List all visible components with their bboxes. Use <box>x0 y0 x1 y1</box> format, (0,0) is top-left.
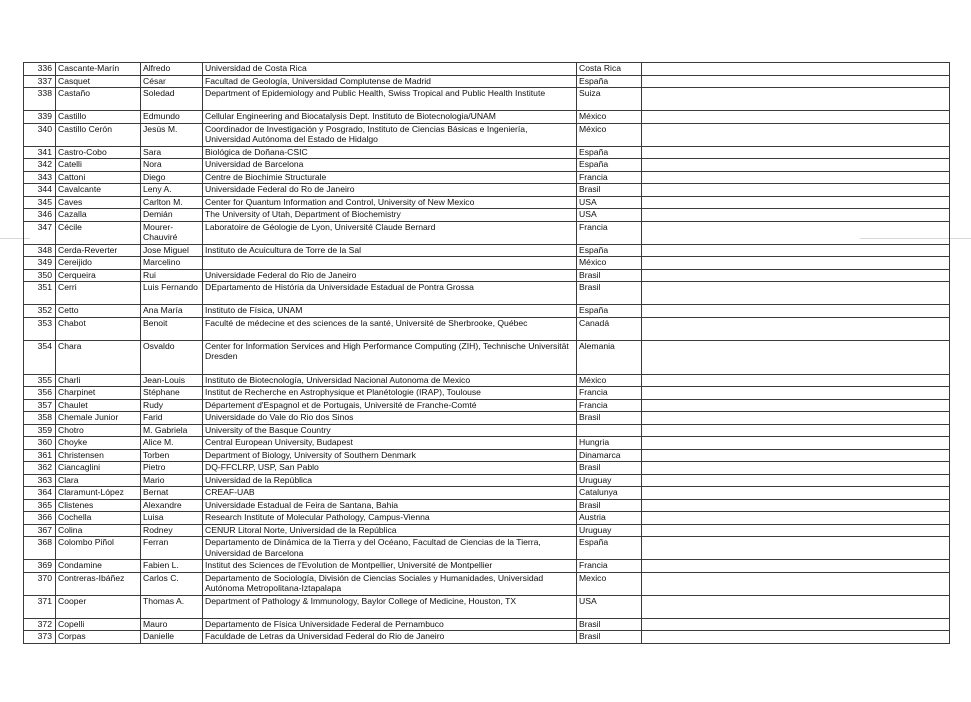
empty-cell <box>642 537 950 560</box>
institution-cell: Center for Quantum Information and Control, University of New Mexico <box>203 196 577 209</box>
first-name-cell: Thomas A. <box>141 595 203 618</box>
empty-cell <box>642 244 950 257</box>
row-number: 366 <box>24 512 56 525</box>
row-number: 356 <box>24 387 56 400</box>
surname-cell: Copelli <box>56 618 141 631</box>
table-row <box>24 340 950 374</box>
row-number: 362 <box>24 462 56 475</box>
first-name-cell: Luisa <box>141 512 203 525</box>
institution-cell: Centre de Biochimie Structurale <box>203 171 577 184</box>
table-row <box>24 221 950 244</box>
row-number: 336 <box>24 63 56 76</box>
country-cell: Francia <box>577 221 642 244</box>
institution-cell: Department of Biology, University of Southern Denmark <box>203 449 577 462</box>
country-cell: Brasil <box>577 499 642 512</box>
first-name-cell: Diego <box>141 171 203 184</box>
first-name-cell: Farid <box>141 412 203 425</box>
country-cell: Francia <box>577 387 642 400</box>
empty-cell <box>642 374 950 387</box>
first-name-cell: Carlos C. <box>141 572 203 595</box>
institution-cell: Département d'Espagnol et de Portugais, Université de Franche-Comté <box>203 399 577 412</box>
first-name-cell: Alice M. <box>141 437 203 450</box>
surname-cell: Catelli <box>56 159 141 172</box>
institution-cell: Universidade do Vale do Rio dos Sinos <box>203 412 577 425</box>
institution-cell: Department of Epidemiology and Public Health, Swiss Tropical and Public Health Institute <box>203 88 577 111</box>
table-row <box>24 474 950 487</box>
surname-cell: Castillo Cerón <box>56 123 141 146</box>
institution-cell: Research Institute of Molecular Pathology, Campus-Vienna <box>203 512 577 525</box>
first-name-cell: Soledad <box>141 88 203 111</box>
first-name-cell: Jesús M. <box>141 123 203 146</box>
country-cell: Suiza <box>577 88 642 111</box>
table-row <box>24 512 950 525</box>
institution-cell: Facultad de Geología, Universidad Complutense de Madrid <box>203 75 577 88</box>
institution-cell: Faculdade de Letras da Universidad Federal do Rio de Janeiro <box>203 631 577 644</box>
country-cell: Brasil <box>577 412 642 425</box>
row-number: 365 <box>24 499 56 512</box>
table-row <box>24 282 950 305</box>
country-cell: Mexico <box>577 572 642 595</box>
row-number: 345 <box>24 196 56 209</box>
country-cell: Costa Rica <box>577 63 642 76</box>
empty-cell <box>642 146 950 159</box>
surname-cell: Chara <box>56 340 141 374</box>
row-number: 360 <box>24 437 56 450</box>
table-row <box>24 111 950 124</box>
empty-cell <box>642 340 950 374</box>
table-row <box>24 146 950 159</box>
table-row <box>24 631 950 644</box>
empty-cell <box>642 512 950 525</box>
empty-cell <box>642 499 950 512</box>
country-cell: Brasil <box>577 184 642 197</box>
empty-cell <box>642 387 950 400</box>
empty-cell <box>642 631 950 644</box>
empty-cell <box>642 221 950 244</box>
empty-cell <box>642 184 950 197</box>
table-row <box>24 437 950 450</box>
institution-cell: Laboratoire de Géologie de Lyon, Université Claude Bernard <box>203 221 577 244</box>
empty-cell <box>642 424 950 437</box>
row-number: 352 <box>24 305 56 318</box>
row-number: 350 <box>24 269 56 282</box>
country-cell: Brasil <box>577 462 642 475</box>
row-number: 342 <box>24 159 56 172</box>
row-number: 367 <box>24 524 56 537</box>
row-number: 368 <box>24 537 56 560</box>
row-number: 337 <box>24 75 56 88</box>
country-cell: Dinamarca <box>577 449 642 462</box>
first-name-cell: M. Gabriela <box>141 424 203 437</box>
first-name-cell: Mourer-Chauviré <box>141 221 203 244</box>
table-row <box>24 317 950 340</box>
table-row <box>24 123 950 146</box>
country-cell: México <box>577 123 642 146</box>
table-row <box>24 305 950 318</box>
country-cell: Francia <box>577 171 642 184</box>
country-cell: Brasil <box>577 618 642 631</box>
country-cell: España <box>577 75 642 88</box>
empty-cell <box>642 209 950 222</box>
surname-cell: Caves <box>56 196 141 209</box>
row-number: 369 <box>24 560 56 573</box>
row-number: 343 <box>24 171 56 184</box>
country-cell: Francia <box>577 399 642 412</box>
first-name-cell: Benoit <box>141 317 203 340</box>
table-row <box>24 244 950 257</box>
empty-cell <box>642 399 950 412</box>
first-name-cell: Alfredo <box>141 63 203 76</box>
row-number: 364 <box>24 487 56 500</box>
institution-cell: CENUR Litoral Norte, Universidad de la República <box>203 524 577 537</box>
surname-cell: Castro-Cobo <box>56 146 141 159</box>
surname-cell: Cereijido <box>56 257 141 270</box>
institution-cell: Universidad de Barcelona <box>203 159 577 172</box>
country-cell: Brasil <box>577 631 642 644</box>
country-cell: USA <box>577 595 642 618</box>
table-row <box>24 618 950 631</box>
surname-cell: Choyke <box>56 437 141 450</box>
institution-cell: University of the Basque Country <box>203 424 577 437</box>
institution-cell <box>203 257 577 270</box>
country-cell: Brasil <box>577 282 642 305</box>
first-name-cell: Luis Fernando <box>141 282 203 305</box>
surname-cell: Castillo <box>56 111 141 124</box>
surname-cell: Cooper <box>56 595 141 618</box>
empty-cell <box>642 437 950 450</box>
first-name-cell: Ana María <box>141 305 203 318</box>
surname-cell: Castaño <box>56 88 141 111</box>
row-number: 347 <box>24 221 56 244</box>
empty-cell <box>642 595 950 618</box>
row-number: 344 <box>24 184 56 197</box>
table-row <box>24 257 950 270</box>
institution-cell: Universidad de Costa Rica <box>203 63 577 76</box>
first-name-cell: César <box>141 75 203 88</box>
surname-cell: Cécile <box>56 221 141 244</box>
table-row <box>24 184 950 197</box>
country-cell: México <box>577 111 642 124</box>
first-name-cell: Sara <box>141 146 203 159</box>
surname-cell: Chemale Junior <box>56 412 141 425</box>
row-number: 355 <box>24 374 56 387</box>
surname-cell: Chotro <box>56 424 141 437</box>
surname-cell: Colombo Piñol <box>56 537 141 560</box>
institution-cell: Departamento de Sociología, División de Ciencias Sociales y Humanidades, Universidad Autónoma Metropolitana-Iztapalapa <box>203 572 577 595</box>
empty-cell <box>642 462 950 475</box>
country-cell: México <box>577 374 642 387</box>
table-row <box>24 487 950 500</box>
country-cell: USA <box>577 196 642 209</box>
row-number: 349 <box>24 257 56 270</box>
table-row <box>24 572 950 595</box>
country-cell: Uruguay <box>577 474 642 487</box>
participants-table <box>23 62 950 644</box>
country-cell: Canadá <box>577 317 642 340</box>
table-row <box>24 524 950 537</box>
table-row <box>24 449 950 462</box>
first-name-cell: Leny A. <box>141 184 203 197</box>
row-number: 354 <box>24 340 56 374</box>
empty-cell <box>642 257 950 270</box>
first-name-cell: Demián <box>141 209 203 222</box>
table-body <box>24 63 950 644</box>
institution-cell: Coordinador de Investigación y Posgrado, Instituto de Ciencias Básicas e Ingeniería, Universidad Autónoma del Estado de Hidalgo <box>203 123 577 146</box>
country-cell: España <box>577 537 642 560</box>
empty-cell <box>642 412 950 425</box>
country-cell: España <box>577 244 642 257</box>
table-row <box>24 63 950 76</box>
institution-cell: Departamento de Física Universidade Federal de Pernambuco <box>203 618 577 631</box>
institution-cell: DEpartamento de História da Universidade Estadual de Pontra Grossa <box>203 282 577 305</box>
institution-cell: Institut de Recherche en Astrophysique et Planétologie (IRAP), Toulouse <box>203 387 577 400</box>
country-cell: Brasil <box>577 269 642 282</box>
surname-cell: Cerqueira <box>56 269 141 282</box>
row-number: 341 <box>24 146 56 159</box>
institution-cell: Universidade Estadual de Feira de Santana, Bahia <box>203 499 577 512</box>
row-number: 340 <box>24 123 56 146</box>
table-row <box>24 560 950 573</box>
institution-cell: Departamento de Dinámica de la Tierra y del Océano, Facultad de Ciencias de la Tierra, Universidad de Barcelona <box>203 537 577 560</box>
institution-cell: Cellular Engineering and Biocatalysis Dept. Instituto de Biotecnologia/UNAM <box>203 111 577 124</box>
surname-cell: Cerri <box>56 282 141 305</box>
institution-cell: Universidad de la República <box>203 474 577 487</box>
institution-cell: CREAF-UAB <box>203 487 577 500</box>
surname-cell: Cattoni <box>56 171 141 184</box>
first-name-cell: Bernat <box>141 487 203 500</box>
table-row <box>24 269 950 282</box>
institution-cell: Faculté de médecine et des sciences de la santé, Université de Sherbrooke, Québec <box>203 317 577 340</box>
institution-cell: Institut des Sciences de l'Evolution de Montpellier, Université de Montpellier <box>203 560 577 573</box>
empty-cell <box>642 487 950 500</box>
first-name-cell: Pietro <box>141 462 203 475</box>
row-number: 372 <box>24 618 56 631</box>
institution-cell: Central European University, Budapest <box>203 437 577 450</box>
surname-cell: Cazalla <box>56 209 141 222</box>
surname-cell: Casquet <box>56 75 141 88</box>
table-row <box>24 171 950 184</box>
first-name-cell: Marcelino <box>141 257 203 270</box>
surname-cell: Corpas <box>56 631 141 644</box>
row-number: 361 <box>24 449 56 462</box>
row-number: 359 <box>24 424 56 437</box>
surname-cell: Charli <box>56 374 141 387</box>
row-number: 351 <box>24 282 56 305</box>
table-row <box>24 412 950 425</box>
surname-cell: Condamine <box>56 560 141 573</box>
empty-cell <box>642 474 950 487</box>
empty-cell <box>642 618 950 631</box>
institution-cell: Department of Pathology & Immunology, Baylor College of Medicine, Houston, TX <box>203 595 577 618</box>
country-cell: México <box>577 257 642 270</box>
row-number: 339 <box>24 111 56 124</box>
table-row <box>24 209 950 222</box>
row-number: 353 <box>24 317 56 340</box>
empty-cell <box>642 111 950 124</box>
surname-cell: Chabot <box>56 317 141 340</box>
surname-cell: Claramunt-López <box>56 487 141 500</box>
table-row <box>24 499 950 512</box>
row-number: 373 <box>24 631 56 644</box>
first-name-cell: Nora <box>141 159 203 172</box>
surname-cell: Cochella <box>56 512 141 525</box>
empty-cell <box>642 269 950 282</box>
empty-cell <box>642 305 950 318</box>
empty-cell <box>642 75 950 88</box>
country-cell: Catalunya <box>577 487 642 500</box>
table-row <box>24 88 950 111</box>
first-name-cell: Mario <box>141 474 203 487</box>
table-row <box>24 75 950 88</box>
first-name-cell: Stéphane <box>141 387 203 400</box>
table-row <box>24 196 950 209</box>
surname-cell: Charpinet <box>56 387 141 400</box>
country-cell: Uruguay <box>577 524 642 537</box>
institution-cell: Instituto de Física, UNAM <box>203 305 577 318</box>
first-name-cell: Mauro <box>141 618 203 631</box>
surname-cell: Clistenes <box>56 499 141 512</box>
surname-cell: Ciancaglini <box>56 462 141 475</box>
first-name-cell: Rudy <box>141 399 203 412</box>
country-cell <box>577 424 642 437</box>
surname-cell: Cetto <box>56 305 141 318</box>
row-number: 338 <box>24 88 56 111</box>
empty-cell <box>642 123 950 146</box>
empty-cell <box>642 171 950 184</box>
table-row <box>24 462 950 475</box>
row-number: 371 <box>24 595 56 618</box>
row-number: 370 <box>24 572 56 595</box>
empty-cell <box>642 317 950 340</box>
table-row <box>24 387 950 400</box>
empty-cell <box>642 449 950 462</box>
table-row <box>24 424 950 437</box>
first-name-cell: Edmundo <box>141 111 203 124</box>
empty-cell <box>642 560 950 573</box>
table-row <box>24 374 950 387</box>
table-row <box>24 537 950 560</box>
table-row <box>24 399 950 412</box>
surname-cell: Clara <box>56 474 141 487</box>
first-name-cell: Alexandre <box>141 499 203 512</box>
first-name-cell: Torben <box>141 449 203 462</box>
institution-cell: Biológica de Doñana-CSIC <box>203 146 577 159</box>
first-name-cell: Danielle <box>141 631 203 644</box>
institution-cell: DQ-FFCLRP, USP, San Pablo <box>203 462 577 475</box>
first-name-cell: Jose Miguel <box>141 244 203 257</box>
country-cell: Hungria <box>577 437 642 450</box>
row-number: 357 <box>24 399 56 412</box>
row-number: 346 <box>24 209 56 222</box>
first-name-cell: Rui <box>141 269 203 282</box>
empty-cell <box>642 63 950 76</box>
empty-cell <box>642 524 950 537</box>
empty-cell <box>642 159 950 172</box>
country-cell: USA <box>577 209 642 222</box>
first-name-cell: Rodney <box>141 524 203 537</box>
country-cell: España <box>577 159 642 172</box>
surname-cell: Christensen <box>56 449 141 462</box>
row-number: 358 <box>24 412 56 425</box>
institution-cell: Universidade Federal do Ro de Janeiro <box>203 184 577 197</box>
country-cell: Alemania <box>577 340 642 374</box>
surname-cell: Colina <box>56 524 141 537</box>
first-name-cell: Jean-Louis <box>141 374 203 387</box>
empty-cell <box>642 196 950 209</box>
country-cell: Austria <box>577 512 642 525</box>
row-number: 363 <box>24 474 56 487</box>
country-cell: España <box>577 305 642 318</box>
table-row <box>24 595 950 618</box>
row-number: 348 <box>24 244 56 257</box>
surname-cell: Cavalcante <box>56 184 141 197</box>
surname-cell: Cerda-Reverter <box>56 244 141 257</box>
first-name-cell: Ferran <box>141 537 203 560</box>
first-name-cell: Carlton M. <box>141 196 203 209</box>
surname-cell: Chaulet <box>56 399 141 412</box>
first-name-cell: Osvaldo <box>141 340 203 374</box>
empty-cell <box>642 572 950 595</box>
institution-cell: Instituto de Acuicultura de Torre de la Sal <box>203 244 577 257</box>
table-row <box>24 159 950 172</box>
institution-cell: Instituto de Biotecnología, Universidad Nacional Autonoma de Mexico <box>203 374 577 387</box>
institution-cell: The University of Utah, Department of Biochemistry <box>203 209 577 222</box>
country-cell: España <box>577 146 642 159</box>
institution-cell: Universidade Federal do Rio de Janeiro <box>203 269 577 282</box>
empty-cell <box>642 88 950 111</box>
institution-cell: Center for Information Services and High Performance Computing (ZIH), Technische Universität Dresden <box>203 340 577 374</box>
country-cell: Francia <box>577 560 642 573</box>
surname-cell: Contreras-Ibáñez <box>56 572 141 595</box>
first-name-cell: Fabien L. <box>141 560 203 573</box>
surname-cell: Cascante-Marín <box>56 63 141 76</box>
empty-cell <box>642 282 950 305</box>
